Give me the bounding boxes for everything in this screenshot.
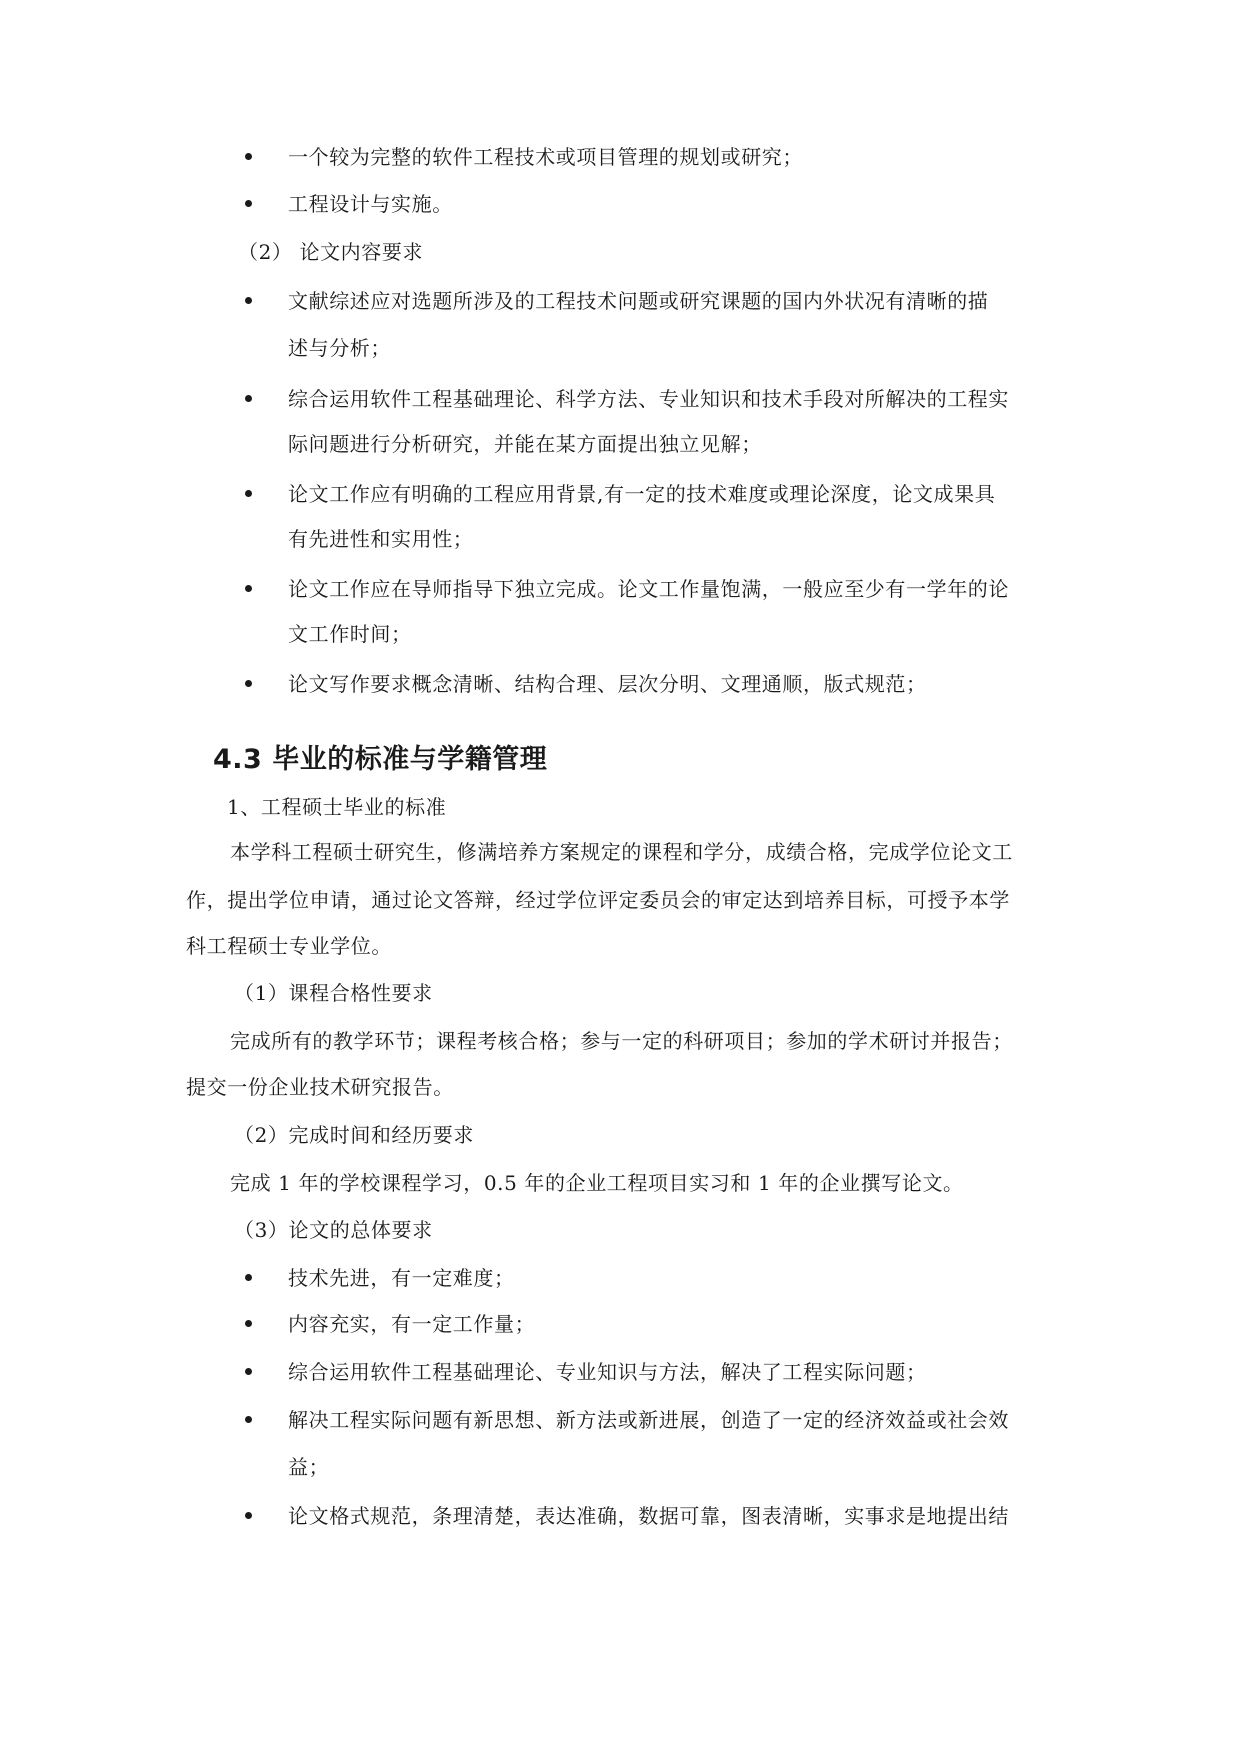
bullet-text: 综合运用软件工程基础理论、专业知识与方法，解决了工程实际问题； bbox=[288, 1360, 927, 1384]
bullet-icon bbox=[245, 490, 252, 497]
requirement-title: （3）论文的总体要求 bbox=[234, 1218, 433, 1242]
paragraph-line: 本学科工程硕士研究生，修满培养方案规定的课程和学分，成绩合格，完成学位论文工 bbox=[230, 840, 1013, 864]
item-title: 1、工程硕士毕业的标准 bbox=[227, 795, 447, 819]
bullet-icon bbox=[245, 1368, 252, 1375]
bullet-icon bbox=[245, 1274, 252, 1281]
bullet-text: 论文工作应在导师指导下独立完成。论文工作量饱满，一般应至少有一学年的论 bbox=[288, 577, 1009, 601]
paragraph-line: 完成所有的教学环节；课程考核合格；参与一定的科研项目；参加的学术研讨并报告； bbox=[230, 1029, 1013, 1053]
bullet-text: 论文工作应有明确的工程应用背景,有一定的技术难度或理论深度，论文成果具 bbox=[288, 482, 996, 506]
bullet-icon bbox=[245, 200, 252, 207]
bullet-text-continuation: 际问题进行分析研究，并能在某方面提出独立见解； bbox=[288, 432, 762, 456]
paragraph-line: 完成 1 年的学校课程学习，0.5 年的企业工程项目实习和 1 年的企业撰写论文。 bbox=[230, 1171, 964, 1195]
bullet-icon bbox=[245, 585, 252, 592]
bullet-text: 内容充实，有一定工作量； bbox=[288, 1312, 536, 1336]
paragraph-line: 提交一份企业技术研究报告。 bbox=[186, 1075, 454, 1099]
subsection-title: （2） 论文内容要求 bbox=[238, 240, 424, 264]
bullet-text: 文献综述应对选题所涉及的工程技术问题或研究课题的国内外状况有清晰的描 bbox=[288, 289, 989, 313]
bullet-icon bbox=[245, 297, 252, 304]
bullet-text-continuation: 益； bbox=[288, 1455, 330, 1479]
paragraph-line: 科工程硕士专业学位。 bbox=[186, 934, 392, 958]
bullet-text: 论文写作要求概念清晰、结构合理、层次分明、文理通顺，版式规范； bbox=[288, 672, 927, 696]
requirement-title: （2）完成时间和经历要求 bbox=[234, 1123, 474, 1147]
paragraph-line: 作，提出学位申请，通过论文答辩，经过学位评定委员会的审定达到培养目标，可授予本学 bbox=[186, 888, 1010, 912]
requirement-title: （1）课程合格性要求 bbox=[234, 981, 433, 1005]
bullet-text-continuation: 有先进性和实用性； bbox=[288, 527, 474, 551]
bullet-icon bbox=[245, 1416, 252, 1423]
bullet-icon bbox=[245, 1320, 252, 1327]
bullet-text: 技术先进，有一定难度； bbox=[288, 1266, 515, 1290]
bullet-icon bbox=[245, 153, 252, 160]
bullet-text-continuation: 文工作时间； bbox=[288, 622, 412, 646]
bullet-text: 论文格式规范，条理清楚，表达准确，数据可靠，图表清晰，实事求是地提出结 bbox=[288, 1504, 1009, 1528]
bullet-icon bbox=[245, 395, 252, 402]
bullet-text: 一个较为完整的软件工程技术或项目管理的规划或研究； bbox=[288, 145, 803, 169]
bullet-text: 综合运用软件工程基础理论、科学方法、专业知识和技术手段对所解决的工程实 bbox=[288, 387, 1009, 411]
bullet-text: 解决工程实际问题有新思想、新方法或新进展，创造了一定的经济效益或社会效 bbox=[288, 1408, 1009, 1432]
section-heading: 4.3 毕业的标准与学籍管理 bbox=[213, 744, 548, 775]
bullet-icon bbox=[245, 1512, 252, 1519]
bullet-text: 工程设计与实施。 bbox=[288, 192, 453, 216]
bullet-icon bbox=[245, 680, 252, 687]
bullet-text-continuation: 述与分析； bbox=[288, 336, 391, 360]
